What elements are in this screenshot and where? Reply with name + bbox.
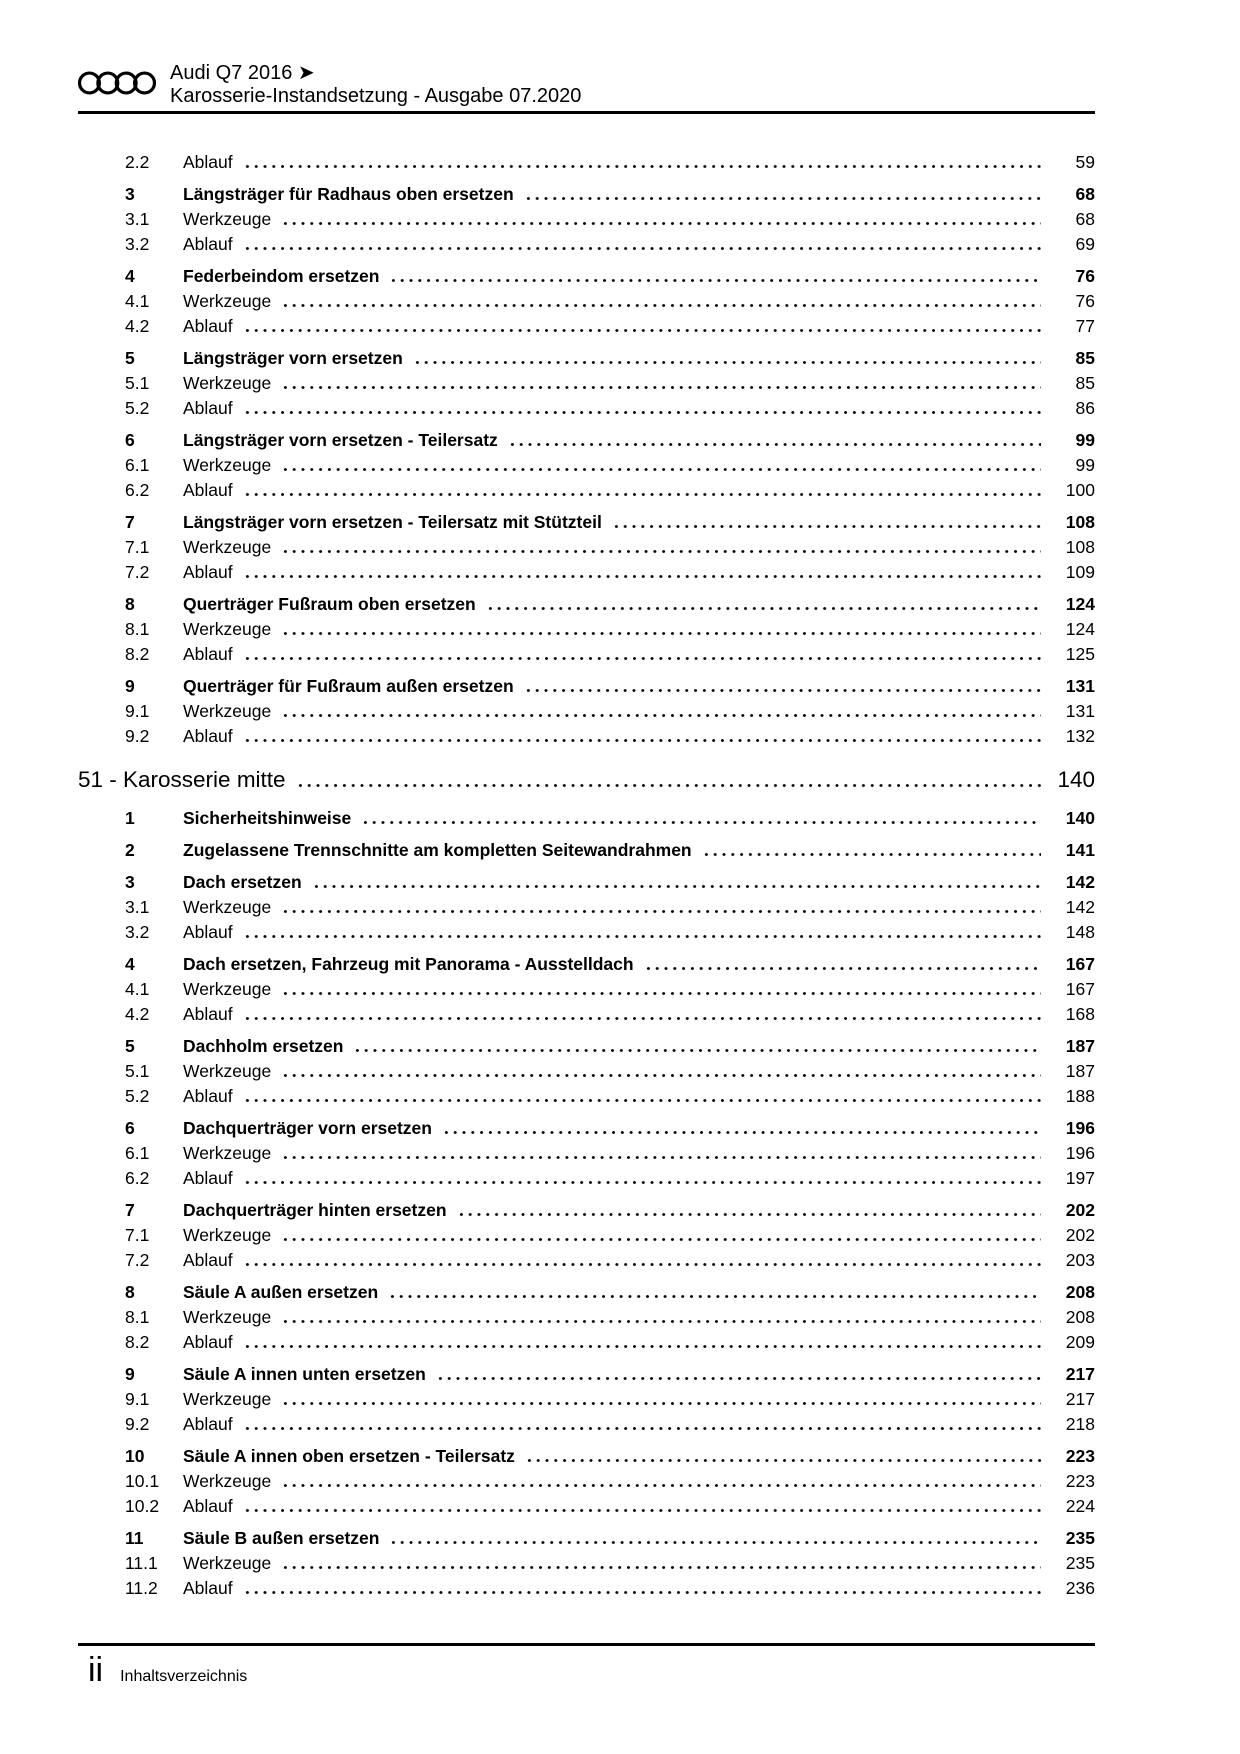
toc-entry-page: 124 <box>1065 619 1095 639</box>
dot-leader <box>243 1166 1041 1191</box>
toc-entry-number: 10.1 <box>125 1471 160 1491</box>
header-model-line: Audi Q7 2016 ➤ <box>170 62 315 84</box>
dot-leader <box>243 724 1041 749</box>
toc-entry-title: Ablauf <box>183 1250 233 1270</box>
dot-leader <box>281 1059 1041 1084</box>
toc-entry-title: Werkzeuge <box>183 209 272 229</box>
toc-entry-number: 2.2 <box>125 152 150 172</box>
toc-entry-row <box>78 1223 1095 1248</box>
toc-entry-number: 9 <box>125 1364 135 1384</box>
toc-entry-page: 68 <box>1075 209 1095 229</box>
toc-entry-row <box>78 346 1095 371</box>
dot-leader <box>361 806 1041 831</box>
toc-entry-number: 8 <box>125 1282 135 1302</box>
toc-entry-title: Werkzeuge <box>183 373 272 393</box>
toc-entry-title: Längsträger vorn ersetzen - Teilersatz <box>183 430 498 450</box>
toc-entry-page: 203 <box>1065 1250 1095 1270</box>
footer-section-label: Inhaltsverzeichnis <box>120 1668 248 1685</box>
toc-entry-row <box>78 1494 1095 1519</box>
toc-entry-title: Querträger für Fußraum außen ersetzen <box>183 676 514 696</box>
toc-entry-number: 7.1 <box>125 1225 150 1245</box>
toc-entry-row <box>78 592 1095 617</box>
toc-entry-page: 142 <box>1065 872 1095 892</box>
toc-entry-number: 4 <box>125 266 135 286</box>
page-header <box>78 62 1095 108</box>
dot-leader <box>296 764 1041 795</box>
toc-entry-number: 10.2 <box>125 1496 160 1516</box>
toc-entry-title: Dachquerträger hinten ersetzen <box>183 1200 447 1220</box>
toc-entry-page: 196 <box>1065 1118 1095 1138</box>
toc-entry-row <box>78 510 1095 535</box>
dot-leader <box>243 1330 1041 1355</box>
toc-entry-row <box>78 1280 1095 1305</box>
toc-entry-row <box>78 724 1095 749</box>
dot-leader <box>436 1362 1041 1387</box>
toc-entry-title: Ablauf <box>183 1578 233 1598</box>
dot-leader <box>243 150 1041 175</box>
toc-entry-row <box>78 1469 1095 1494</box>
toc-entry-number: 7.2 <box>125 1250 150 1270</box>
header-title-block <box>170 62 581 108</box>
toc-entry-number: 4.2 <box>125 1004 150 1024</box>
toc-entry-number: 8.2 <box>125 1332 150 1352</box>
toc-chapter-title: 51 - Karosserie mitte <box>78 767 286 792</box>
footer-row <box>78 1650 1095 1690</box>
toc-entry-row <box>78 952 1095 977</box>
toc-entry-row <box>78 870 1095 895</box>
toc-entry-page: 100 <box>1065 480 1095 500</box>
toc-entry-title: Werkzeuge <box>183 1143 272 1163</box>
dot-leader <box>281 977 1041 1002</box>
toc-entry-title: Längsträger vorn ersetzen <box>183 348 403 368</box>
dot-leader <box>243 232 1041 257</box>
toc-entry-number: 4 <box>125 954 135 974</box>
toc-entry-title: Ablauf <box>183 234 233 254</box>
toc-entry-page: 86 <box>1075 398 1095 418</box>
toc-entry-row <box>78 1166 1095 1191</box>
toc-entry-number: 8 <box>125 594 135 614</box>
toc-entry-number: 10 <box>125 1446 145 1466</box>
toc-entry-row <box>78 1059 1095 1084</box>
dot-leader <box>243 1084 1041 1109</box>
toc-entry-title: Säule A innen unten ersetzen <box>183 1364 426 1384</box>
toc-entry-row <box>78 264 1095 289</box>
toc-entry-row <box>78 977 1095 1002</box>
toc-entry-number: 4.1 <box>125 979 150 999</box>
toc-entry-title: Werkzeuge <box>183 619 272 639</box>
toc-entry-page: 236 <box>1065 1578 1095 1598</box>
toc-entry-page: 69 <box>1075 234 1095 254</box>
toc-entry-row <box>78 1444 1095 1469</box>
toc-entry-title: Querträger Fußraum oben ersetzen <box>183 594 476 614</box>
toc-entry-number: 7 <box>125 512 135 532</box>
dot-leader <box>442 1116 1041 1141</box>
toc-entry-page: 188 <box>1065 1086 1095 1106</box>
toc-entry-row <box>78 314 1095 339</box>
dot-leader <box>281 371 1041 396</box>
toc-entry-page: 224 <box>1065 1496 1095 1516</box>
toc-entry-number: 1 <box>125 808 135 828</box>
toc-entry-page: 77 <box>1075 316 1095 336</box>
table-of-contents <box>78 150 1095 1601</box>
page-footer <box>78 1643 1095 1690</box>
toc-entry-page: 235 <box>1065 1553 1095 1573</box>
toc-entry-number: 6.1 <box>125 455 150 475</box>
dot-leader <box>243 1576 1041 1601</box>
toc-entry-number: 4.1 <box>125 291 150 311</box>
toc-entry-title: Ablauf <box>183 152 233 172</box>
toc-entry-title: Ablauf <box>183 316 233 336</box>
toc-entry-title: Werkzeuge <box>183 537 272 557</box>
header-rule <box>78 111 1095 114</box>
toc-entry-page: 85 <box>1075 373 1095 393</box>
toc-entry-row <box>78 1002 1095 1027</box>
toc-entry-row <box>78 920 1095 945</box>
toc-entry-title: Säule A innen oben ersetzen - Teilersatz <box>183 1446 515 1466</box>
toc-entry-page: 223 <box>1065 1471 1095 1491</box>
toc-entry-page: 148 <box>1065 922 1095 942</box>
toc-entry-row <box>78 182 1095 207</box>
toc-entry-row <box>78 371 1095 396</box>
toc-entry-title: Werkzeuge <box>183 1225 272 1245</box>
dot-leader <box>243 314 1041 339</box>
toc-entry-title: Ablauf <box>183 726 233 746</box>
toc-entry-title: Werkzeuge <box>183 291 272 311</box>
toc-entry-title: Säule B außen ersetzen <box>183 1528 380 1548</box>
dot-leader <box>281 1141 1041 1166</box>
toc-entry-title: Werkzeuge <box>183 897 272 917</box>
toc-entry-page: 196 <box>1065 1143 1095 1163</box>
toc-entry-row <box>78 895 1095 920</box>
dot-leader <box>243 396 1041 421</box>
toc-entry-row <box>78 1526 1095 1551</box>
toc-entry-page: 131 <box>1065 701 1095 721</box>
dot-leader <box>281 617 1041 642</box>
toc-entry-title: Ablauf <box>183 1168 233 1188</box>
toc-entry-number: 5.2 <box>125 1086 150 1106</box>
toc-entry-row <box>78 806 1095 831</box>
toc-entry-title: Werkzeuge <box>183 455 272 475</box>
toc-entry-row <box>78 1387 1095 1412</box>
toc-entry-page: 197 <box>1065 1168 1095 1188</box>
toc-entry-number: 7 <box>125 1200 135 1220</box>
toc-entry-title: Ablauf <box>183 1086 233 1106</box>
toc-entry-number: 6 <box>125 1118 135 1138</box>
toc-entry-page: 142 <box>1065 897 1095 917</box>
dot-leader <box>388 1280 1041 1305</box>
toc-entry-page: 109 <box>1065 562 1095 582</box>
toc-entry-row <box>78 1198 1095 1223</box>
toc-entry-number: 8.1 <box>125 619 150 639</box>
toc-entry-number: 5 <box>125 1036 135 1056</box>
toc-entry-number: 9.1 <box>125 701 150 721</box>
toc-entry-number: 9.2 <box>125 726 150 746</box>
toc-entry-page: 108 <box>1065 537 1095 557</box>
toc-entry-page: 68 <box>1075 184 1095 204</box>
toc-entry-title: Dach ersetzen <box>183 872 302 892</box>
toc-entry-number: 5.2 <box>125 398 150 418</box>
toc-entry-title: Dachquerträger vorn ersetzen <box>183 1118 432 1138</box>
toc-entry-number: 8.1 <box>125 1307 150 1327</box>
toc-entry-row <box>78 478 1095 503</box>
toc-entry-title: Ablauf <box>183 1414 233 1434</box>
toc-entry-row <box>78 1576 1095 1601</box>
dot-leader <box>281 1387 1041 1412</box>
dot-leader <box>281 1223 1041 1248</box>
toc-entry-row <box>78 674 1095 699</box>
toc-entry-page: 59 <box>1075 152 1095 172</box>
dot-leader <box>243 560 1041 585</box>
dot-leader <box>243 1248 1041 1273</box>
dot-leader <box>243 642 1041 667</box>
toc-entry-row <box>78 1116 1095 1141</box>
toc-entry-row <box>78 232 1095 257</box>
dot-leader <box>389 264 1041 289</box>
dot-leader <box>281 207 1041 232</box>
dot-leader <box>524 674 1041 699</box>
audi-rings-icon <box>78 68 156 98</box>
toc-entry-page: 140 <box>1065 808 1095 828</box>
toc-entry-number: 3 <box>125 872 135 892</box>
toc-entry-number: 6.2 <box>125 1168 150 1188</box>
toc-entry-page: 187 <box>1065 1036 1095 1056</box>
toc-entry-page: 167 <box>1065 954 1095 974</box>
dot-leader <box>389 1526 1041 1551</box>
toc-entry-row <box>78 1248 1095 1273</box>
dot-leader <box>457 1198 1041 1223</box>
toc-entry-page: 124 <box>1065 594 1095 614</box>
footer-rule <box>78 1643 1095 1646</box>
dot-leader <box>524 182 1041 207</box>
toc-entry-page: 132 <box>1065 726 1095 746</box>
toc-entry-title: Werkzeuge <box>183 1553 272 1573</box>
dot-leader <box>525 1444 1041 1469</box>
toc-entry-row <box>78 535 1095 560</box>
toc-entry-row <box>78 560 1095 585</box>
toc-entry-number: 5.1 <box>125 373 150 393</box>
toc-entry-title: Ablauf <box>183 480 233 500</box>
dot-leader <box>243 1494 1041 1519</box>
toc-entry-title: Werkzeuge <box>183 979 272 999</box>
toc-entry-number: 4.2 <box>125 316 150 336</box>
toc-entry-number: 3.2 <box>125 922 150 942</box>
toc-entry-title: Werkzeuge <box>183 1061 272 1081</box>
toc-entry-row <box>78 1305 1095 1330</box>
toc-entry-row <box>78 207 1095 232</box>
toc-entry-title: Zugelassene Trennschnitte am kompletten Seitewandrahmen <box>183 840 692 860</box>
toc-entry-number: 6.1 <box>125 1143 150 1163</box>
toc-entry-row <box>78 1412 1095 1437</box>
toc-entry-page: 99 <box>1075 455 1095 475</box>
toc-entry-number: 7.2 <box>125 562 150 582</box>
toc-entry-page: 218 <box>1065 1414 1095 1434</box>
toc-entry-row <box>78 699 1095 724</box>
toc-entry-title: Ablauf <box>183 922 233 942</box>
dot-leader <box>353 1034 1041 1059</box>
toc-entry-page: 99 <box>1075 430 1095 450</box>
dot-leader <box>486 592 1041 617</box>
dot-leader <box>281 699 1041 724</box>
toc-entry-row <box>78 396 1095 421</box>
toc-entry-title: Werkzeuge <box>183 1389 272 1409</box>
page-number: ii <box>88 1651 104 1689</box>
dot-leader <box>281 289 1041 314</box>
toc-entry-number: 7.1 <box>125 537 150 557</box>
toc-entry-title: Ablauf <box>183 562 233 582</box>
toc-entry-title: Dachholm ersetzen <box>183 1036 344 1056</box>
toc-entry-row <box>78 150 1095 175</box>
toc-entry-row <box>78 617 1095 642</box>
dot-leader <box>281 1551 1041 1576</box>
toc-entry-page: 208 <box>1065 1307 1095 1327</box>
toc-entry-row <box>78 453 1095 478</box>
toc-entry-page: 76 <box>1075 291 1095 311</box>
dot-leader <box>243 1412 1041 1437</box>
toc-entry-page: 202 <box>1065 1200 1095 1220</box>
toc-chapter-row <box>78 764 1095 795</box>
toc-entry-number: 5 <box>125 348 135 368</box>
toc-entry-title: Längsträger für Radhaus oben ersetzen <box>183 184 514 204</box>
dot-leader <box>702 838 1041 863</box>
toc-entry-page: 108 <box>1065 512 1095 532</box>
toc-entry-number: 8.2 <box>125 644 150 664</box>
toc-entry-row <box>78 1141 1095 1166</box>
dot-leader <box>243 920 1041 945</box>
toc-entry-number: 3.1 <box>125 209 150 229</box>
toc-entry-page: 235 <box>1065 1528 1095 1548</box>
toc-entry-title: Ablauf <box>183 1496 233 1516</box>
dot-leader <box>612 510 1041 535</box>
toc-entry-row <box>78 1330 1095 1355</box>
toc-entry-row <box>78 838 1095 863</box>
dot-leader <box>243 478 1041 503</box>
toc-entry-row <box>78 642 1095 667</box>
toc-entry-page: 168 <box>1065 1004 1095 1024</box>
toc-entry-page: 187 <box>1065 1061 1095 1081</box>
dot-leader <box>281 535 1041 560</box>
toc-entry-number: 3.2 <box>125 234 150 254</box>
toc-entry-page: 202 <box>1065 1225 1095 1245</box>
dot-leader <box>281 895 1041 920</box>
toc-entry-page: 217 <box>1065 1364 1095 1384</box>
toc-entry-page: 217 <box>1065 1389 1095 1409</box>
toc-entry-row <box>78 1551 1095 1576</box>
dot-leader <box>413 346 1041 371</box>
toc-entry-title: Säule A außen ersetzen <box>183 1282 379 1302</box>
brand-block <box>78 62 1095 108</box>
toc-entry-title: Ablauf <box>183 644 233 664</box>
toc-entry-row <box>78 1034 1095 1059</box>
toc-entry-number: 9.2 <box>125 1414 150 1434</box>
toc-entry-row <box>78 1084 1095 1109</box>
toc-entry-row <box>78 289 1095 314</box>
toc-entry-page: 125 <box>1065 644 1095 664</box>
toc-entry-title: Sicherheitshinweise <box>183 808 352 828</box>
toc-entry-page: 167 <box>1065 979 1095 999</box>
toc-entry-page: 76 <box>1075 266 1095 286</box>
toc-entry-title: Ablauf <box>183 398 233 418</box>
toc-entry-page: 131 <box>1065 676 1095 696</box>
dot-leader <box>281 1469 1041 1494</box>
toc-entry-number: 6.2 <box>125 480 150 500</box>
toc-entry-number: 3.1 <box>125 897 150 917</box>
toc-entry-row <box>78 1362 1095 1387</box>
toc-entry-page: 141 <box>1065 840 1095 860</box>
toc-entry-page: 208 <box>1065 1282 1095 1302</box>
toc-entry-title: Ablauf <box>183 1332 233 1352</box>
toc-entry-number: 9 <box>125 676 135 696</box>
header-edition-line: Karosserie-Instandsetzung - Ausgabe 07.2020 <box>170 85 582 107</box>
toc-entry-number: 2 <box>125 840 135 860</box>
toc-entry-row <box>78 428 1095 453</box>
toc-entry-number: 6 <box>125 430 135 450</box>
dot-leader <box>312 870 1041 895</box>
toc-entry-title: Werkzeuge <box>183 1471 272 1491</box>
dot-leader <box>508 428 1041 453</box>
toc-entry-title: Ablauf <box>183 1004 233 1024</box>
toc-entry-page: 85 <box>1075 348 1095 368</box>
dot-leader <box>281 1305 1041 1330</box>
toc-entry-page: 209 <box>1065 1332 1095 1352</box>
toc-entry-number: 3 <box>125 184 135 204</box>
toc-entry-title: Längsträger vorn ersetzen - Teilersatz mit Stützteil <box>183 512 602 532</box>
toc-entry-number: 9.1 <box>125 1389 150 1409</box>
toc-entry-number: 11 <box>125 1528 144 1548</box>
toc-entry-title: Werkzeuge <box>183 701 272 721</box>
toc-entry-title: Werkzeuge <box>183 1307 272 1327</box>
toc-chapter-page: 140 <box>1057 767 1095 792</box>
toc-entry-number: 11.1 <box>125 1553 158 1573</box>
dot-leader <box>281 453 1041 478</box>
dot-leader <box>243 1002 1041 1027</box>
toc-entry-title: Dach ersetzen, Fahrzeug mit Panorama - Ausstelldach <box>183 954 634 974</box>
dot-leader <box>644 952 1041 977</box>
toc-entry-title: Federbeindom ersetzen <box>183 266 380 286</box>
toc-entry-number: 11.2 <box>125 1578 158 1598</box>
toc-entry-page: 223 <box>1065 1446 1095 1466</box>
toc-entry-number: 5.1 <box>125 1061 150 1081</box>
